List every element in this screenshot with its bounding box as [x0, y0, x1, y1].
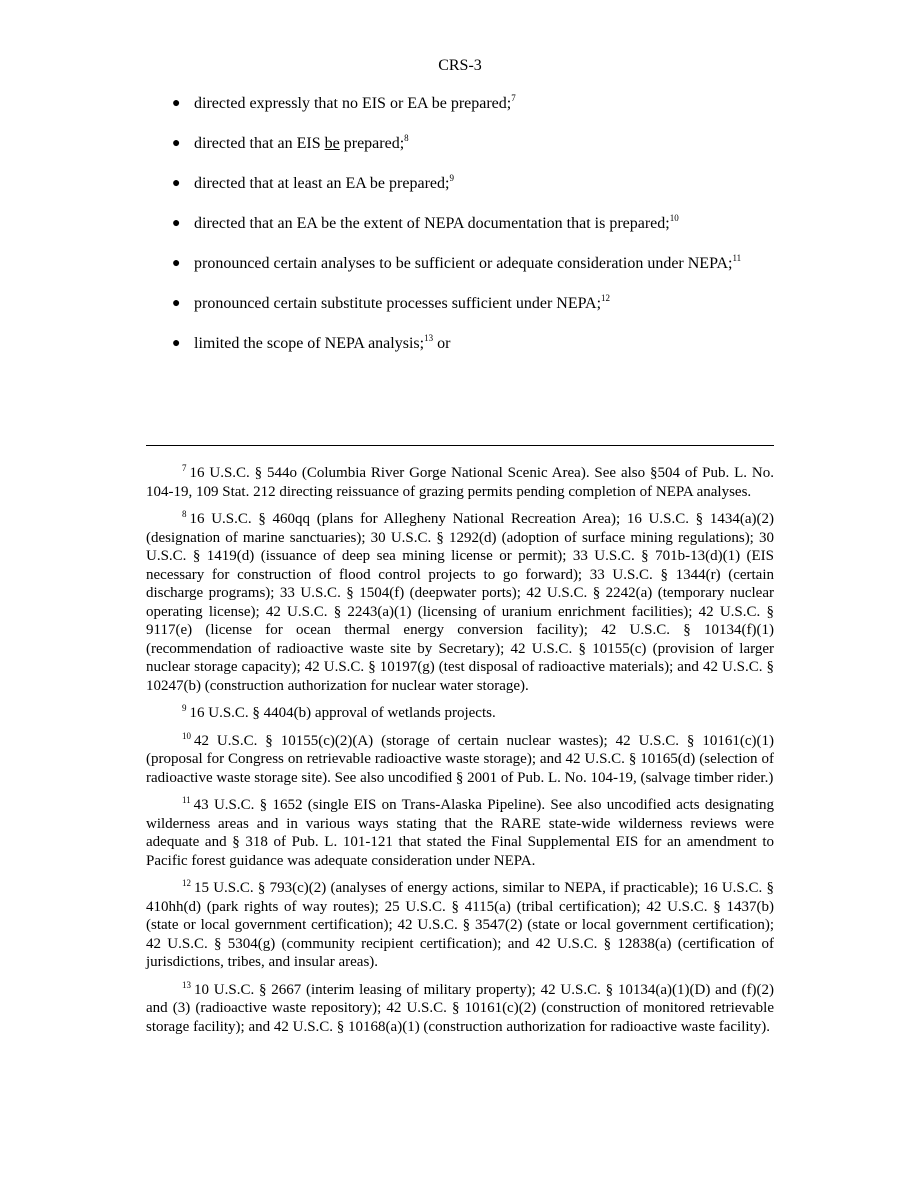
footnotes-section	[146, 464, 774, 1045]
bullet-list	[146, 94, 774, 374]
footnote-number: 8	[182, 509, 187, 519]
footnote-ref[interactable]: 12	[601, 293, 611, 303]
bullet-text: or	[433, 335, 451, 352]
footnote-ref[interactable]: 9	[449, 173, 454, 183]
bullet-dot-icon: ●	[172, 136, 181, 151]
bullet-dot-icon: ●	[172, 336, 181, 351]
bullet-item	[146, 214, 774, 234]
footnote-separator-rule	[146, 445, 774, 446]
bullet-item	[146, 334, 774, 354]
bullet-text: pronounced certain analyses to be sufficient or adequate consideration under NEPA;	[194, 255, 733, 272]
bullet-dot-icon: ●	[172, 216, 181, 231]
bullet-dot-icon: ●	[172, 256, 181, 271]
bullet-emphasis: be	[324, 135, 340, 152]
bullet-item	[146, 94, 774, 114]
footnote	[146, 796, 774, 870]
footnote-text: 16 U.S.C. § 4404(b) approval of wetlands projects.	[189, 705, 496, 721]
bullet-item	[146, 174, 774, 194]
bullet-item	[146, 294, 774, 314]
footnote-text: 15 U.S.C. § 793(c)(2) (analyses of energy actions, similar to NEPA, if practicable); 16 U.S.C. § 410hh(d) (park rights of way routes); 25 U.S.C. § 4115(a) (tribal certification); 42 U.S.C. § 1437(b) (state or local government certification); 42 U.S.C. § 3547(2) (state or local government certification); 42 U.S.C. § 5304(g) (community recipient certification); and 42 U.S.C. § 12838(a) (certification of jurisdictions, tribes, and insular areas).	[146, 880, 774, 970]
footnote-number: 12	[182, 878, 191, 888]
bullet-dot-icon: ●	[172, 296, 181, 311]
footnote-number: 9	[182, 703, 187, 713]
page-number-header: CRS-3	[438, 57, 482, 74]
footnote-number: 10	[182, 730, 191, 741]
footnote-number: 7	[182, 463, 187, 473]
footnote-ref[interactable]: 7	[511, 93, 516, 103]
footnote-text: 42 U.S.C. § 10155(c)(2)(A) (storage of certain nuclear wastes); 42 U.S.C. § 10161(c)(1) (proposal for Congress on retrievable radioactive waste storage); and 42 U.S.C. § 10165(d) (selection of radioactive waste storage site). See also uncodified § 2001 of Pub. L. No. 104-19, (salvage timber rider.)	[146, 732, 774, 786]
footnote-text: 16 U.S.C. § 460qq (plans for Allegheny National Recreation Area); 16 U.S.C. § 1434(a)(2) (designation of marine sanctuaries); 30 U.S.C. § 1292(d) (adoption of surface mining regulations); 30 U.S.C. § 1419(d) (issuance of deep sea mining license or permit); 33 U.S.C. § 701b-13(d)(1) (EIS necessary for construction of flood control projects to go forward); 33 U.S.C. § 1344(r) (certain discharge programs); 33 U.S.C. § 1504(f) (deepwater ports); 42 U.S.C. § 2242(a) (temporary nuclear operating license); 42 U.S.C. § 2243(a)(1) (licensing of uranium enrichment facilities); 42 U.S.C. § 9117(e) (license for ocean thermal energy conversion facility); 42 U.S.C. § 10134(f)(1) (recommendation of radioactive waste site by Secretary); 42 U.S.C. § 10155(c) (provision of larger nuclear storage capacity); 42 U.S.C. § 10197(g) (test disposal of radioactive materials); and 42 U.S.C. § 10247(b) (construction authorization for nuclear water storage).	[146, 511, 774, 694]
bullet-dot-icon: ●	[172, 176, 181, 191]
footnote-ref[interactable]: 11	[732, 253, 742, 263]
footnote	[146, 981, 774, 1037]
footnote	[146, 464, 774, 501]
bullet-text: limited the scope of NEPA analysis;	[194, 335, 425, 352]
footnote-number: 13	[182, 979, 191, 990]
bullet-text: directed that an EA be the extent of NEPA documentation that is prepared;	[194, 215, 670, 232]
bullet-text: prepared;	[339, 135, 405, 152]
footnote-text: 10 U.S.C. § 2667 (interim leasing of military property); 42 U.S.C. § 10134(a)(1)(D) and (f)(2) and (3) (radioactive waste repository); 42 U.S.C. § 10161(c)(2) (construction of monitored retrievable storage facility); and 42 U.S.C. § 10168(a)(1) (construction authorization for radioactive waste facility).	[146, 981, 774, 1035]
bullet-dot-icon: ●	[172, 96, 181, 111]
bullet-text: directed expressly that no EIS or EA be prepared;	[194, 95, 512, 112]
footnote	[146, 732, 774, 788]
bullet-item	[146, 254, 774, 274]
footnote	[146, 879, 774, 972]
footnote-text: 16 U.S.C. § 544o (Columbia River Gorge National Scenic Area). See also §504 of Pub. L. No. 104-19, 109 Stat. 212 directing reissuance of grazing permits pending completion of NEPA analyses.	[146, 465, 774, 500]
footnote-ref[interactable]: 10	[669, 213, 679, 223]
bullet-text: directed that an EIS	[194, 135, 325, 152]
footnote-number: 11	[182, 795, 191, 805]
footnote	[146, 510, 774, 695]
bullet-item	[146, 134, 774, 154]
footnote-ref[interactable]: 13	[424, 333, 434, 343]
footnote-ref[interactable]: 8	[404, 133, 409, 143]
bullet-text: directed that at least an EA be prepared;	[194, 175, 450, 192]
bullet-text: pronounced certain substitute processes sufficient under NEPA;	[194, 295, 602, 312]
footnote-text: 43 U.S.C. § 1652 (single EIS on Trans-Alaska Pipeline). See also uncodified acts designating wilderness areas and in various ways stating that the RARE state-wide wilderness reviews were adequate and § 318 of Pub. L. 101-121 that stated the Final Supplemental EIS for an amendment to Pacific forest guidance was adequate consideration under NEPA.	[146, 797, 774, 869]
footnote	[146, 704, 774, 723]
